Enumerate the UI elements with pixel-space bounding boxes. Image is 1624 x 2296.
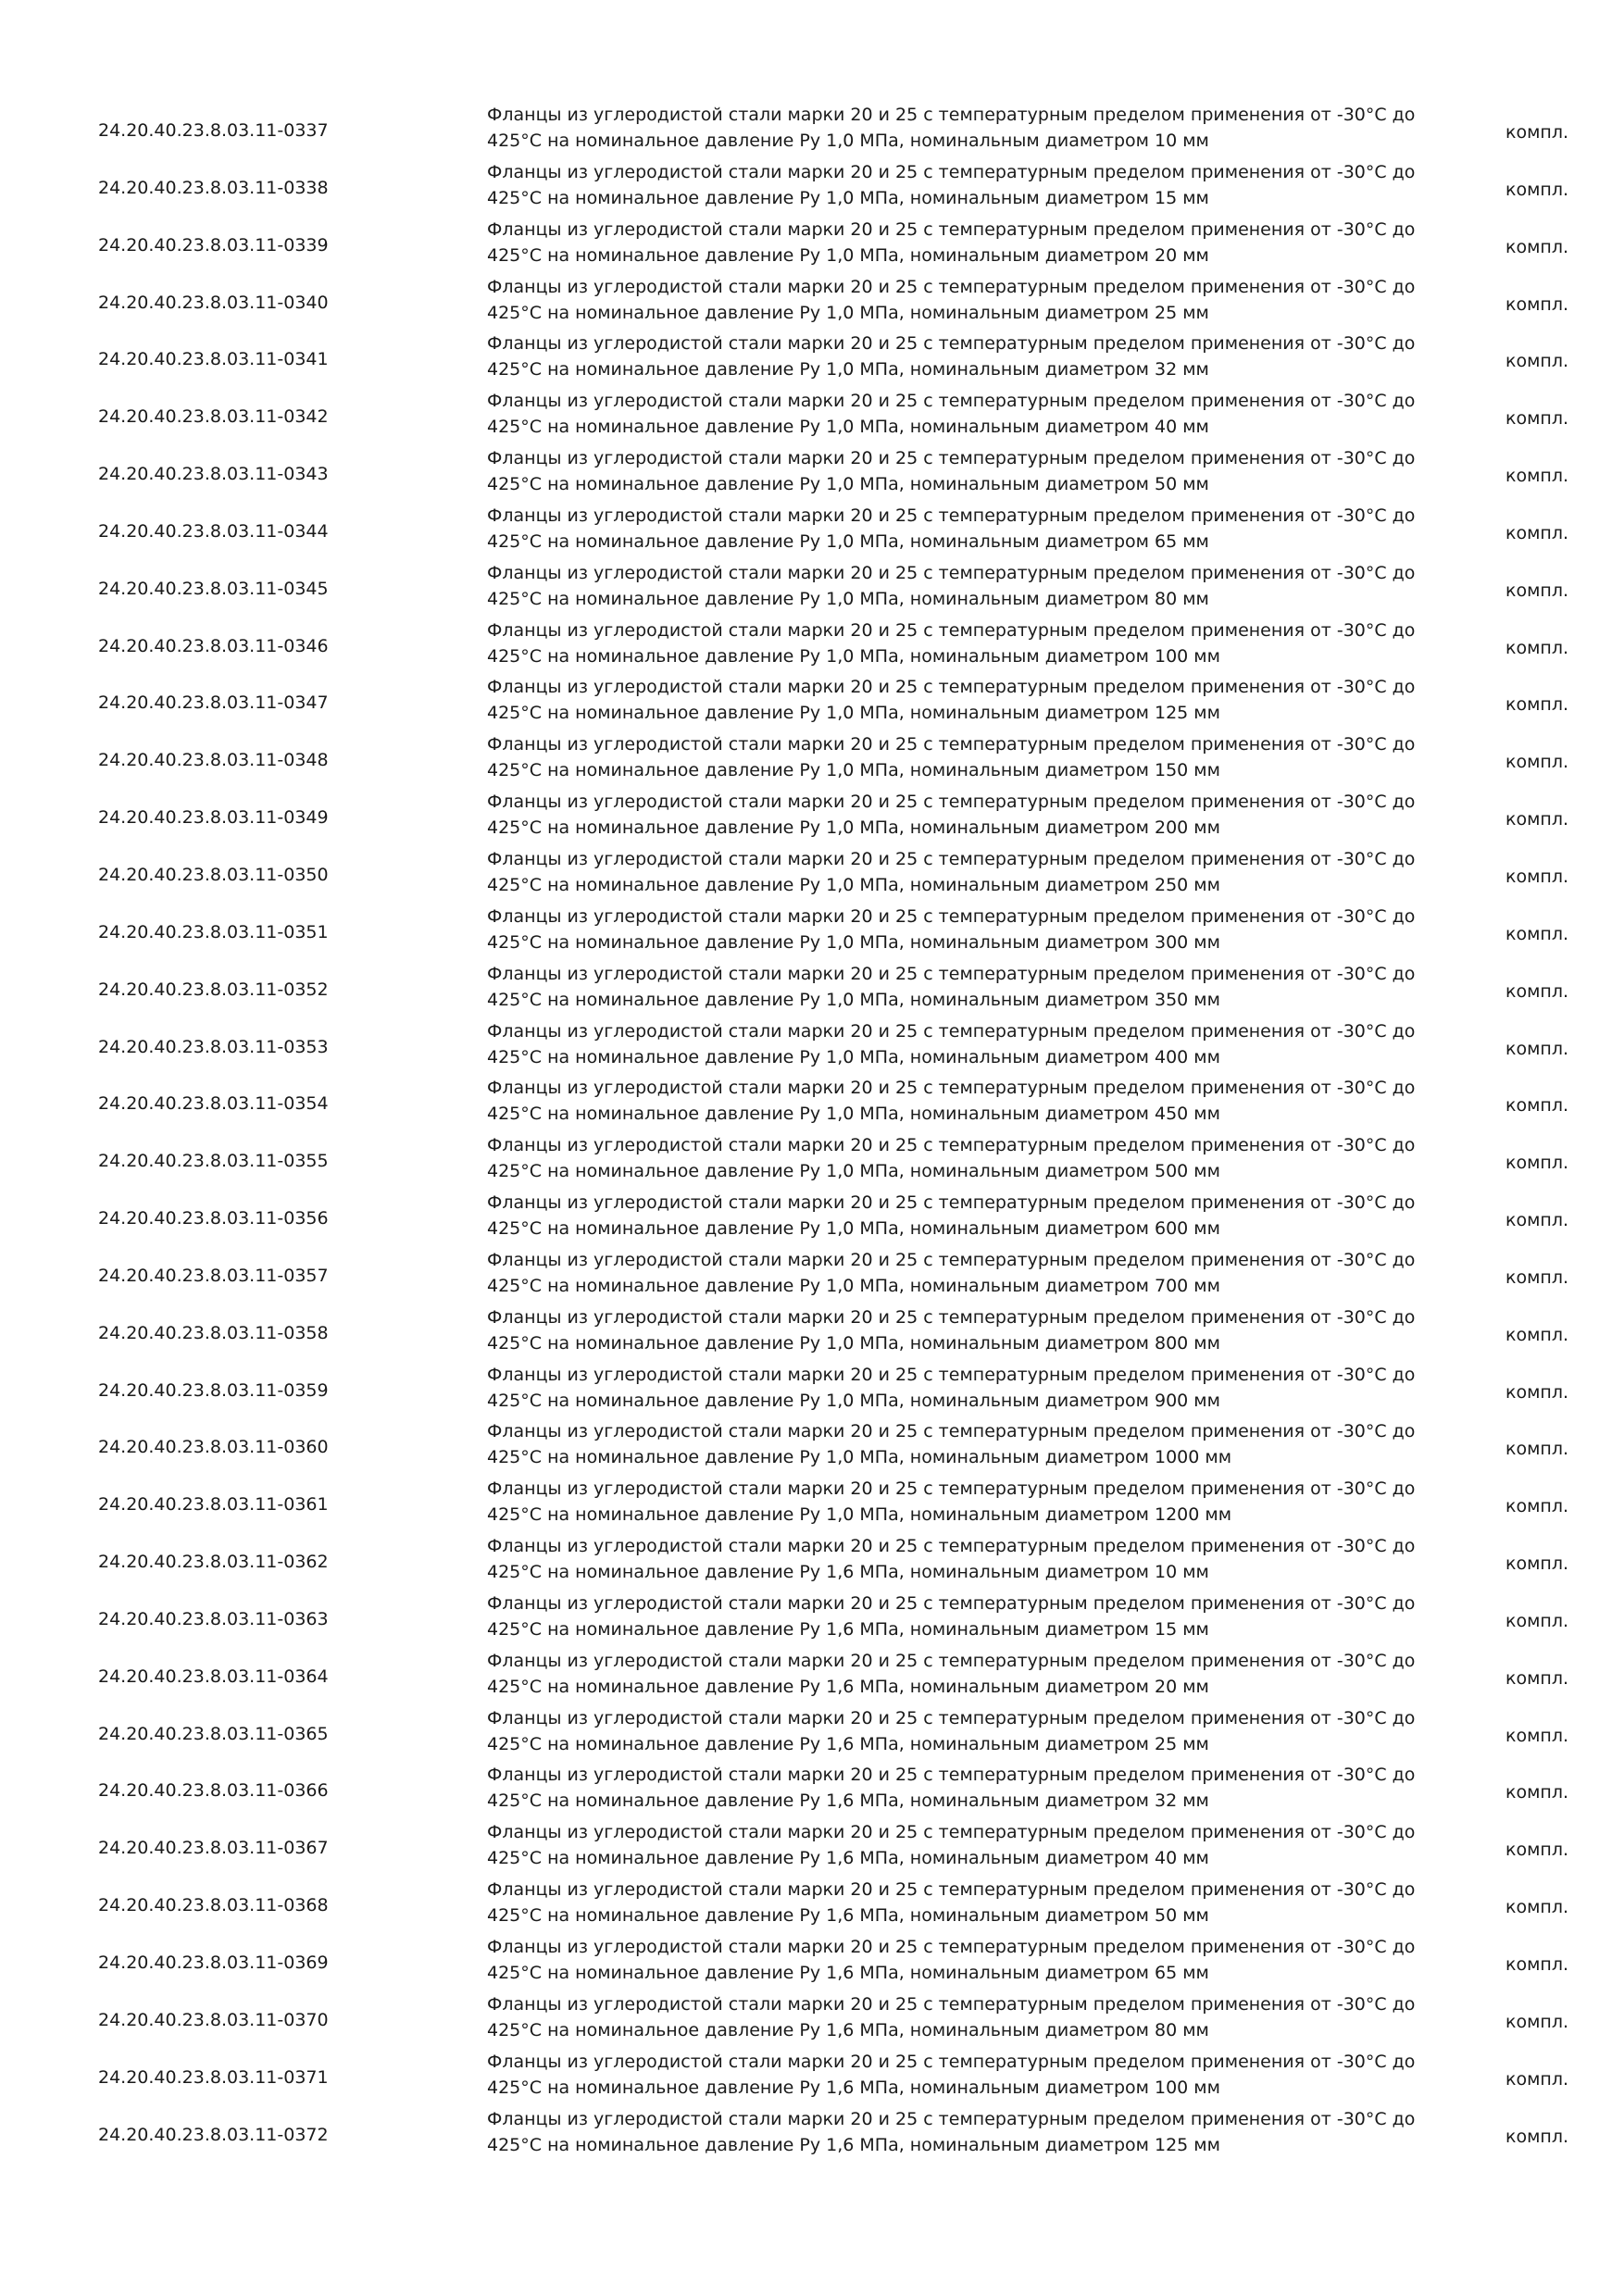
resource-code: 24.20.40.23.8.03.11-0344 [98,520,329,542]
table-row [0,957,1624,1015]
resource-code: 24.20.40.23.8.03.11-0360 [98,1437,329,1458]
resource-description [487,731,1416,783]
unit-of-measure: компл. [1505,2068,1569,2090]
unit-of-measure: компл. [1505,1324,1569,1345]
description-line-2: 425°С на номинальное давление Ру 1,0 МПа, номинальным диаметром 900 мм [487,1390,1220,1411]
description-line-1: Фланцы из углеродистой стали марки 20 и 25 с температурным пределом применения от -30°С до [487,333,1416,355]
table-row [0,1702,1624,1759]
description-line-1: Фланцы из углеродистой стали марки 20 и 25 с температурным пределом применения от -30°С до [487,1536,1416,1557]
resource-code: 24.20.40.23.8.03.11-0354 [98,1093,329,1115]
resource-code: 24.20.40.23.8.03.11-0368 [98,1895,329,1916]
table-row [0,1243,1624,1301]
description-line-1: Фланцы из углеродистой стали марки 20 и 25 с температурным пределом применения от -30°С до [487,2108,1416,2129]
resource-code: 24.20.40.23.8.03.11-0364 [98,1666,329,1687]
unit-of-measure: компл. [1505,1897,1569,1918]
resource-description [487,961,1416,1013]
unit-of-measure: компл. [1505,980,1569,1002]
resource-code: 24.20.40.23.8.03.11-0367 [98,1838,329,1859]
table-row [0,2103,1624,2160]
resource-description [487,159,1416,211]
resource-description [487,1018,1416,1070]
unit-of-measure: компл. [1505,923,1569,944]
resource-code: 24.20.40.23.8.03.11-0343 [98,464,329,485]
unit-of-measure: компл. [1505,466,1569,487]
resource-code: 24.20.40.23.8.03.11-0358 [98,1322,329,1343]
description-line-2: 425°С на номинальное давление Ру 1,0 МПа, номинальным диаметром 10 мм [487,131,1209,151]
description-line-1: Фланцы из углеродистой стали марки 20 и 25 с температурным пределом применения от -30°С до [487,105,1416,125]
table-row [0,670,1624,728]
description-line-1: Фланцы из углеродистой стали марки 20 и 25 с температурным пределом применения от -30°С до [487,677,1416,698]
description-line-2: 425°С на номинальное давление Ру 1,6 МПа, номинальным диаметром 65 мм [487,1963,1209,1983]
resource-code: 24.20.40.23.8.03.11-0355 [98,1151,329,1172]
description-line-2: 425°С на номинальное давление Ру 1,0 МПа, номинальным диаметром 20 мм [487,244,1209,266]
resource-description [487,388,1416,440]
resource-code: 24.20.40.23.8.03.11-0371 [98,2066,329,2088]
table-row [0,614,1624,671]
description-line-1: Фланцы из углеродистой стали марки 20 и 25 с температурным пределом применения от -30°С до [487,1650,1416,1671]
unit-of-measure: компл. [1505,2011,1569,2032]
table-row [0,98,1624,156]
resource-description [487,1934,1416,1986]
description-line-2: 425°С на номинальное давление Ру 1,0 МПа, номинальным диаметром 350 мм [487,989,1220,1010]
description-line-1: Фланцы из углеродистой стали марки 20 и 25 с температурным пределом применения от -30°С до [487,276,1416,297]
unit-of-measure: компл. [1505,1210,1569,1231]
resource-description [487,789,1416,841]
unit-of-measure: компл. [1505,522,1569,543]
table-row [0,1988,1624,2045]
resource-code: 24.20.40.23.8.03.11-0349 [98,807,329,829]
description-line-1: Фланцы из углеродистой стали марки 20 и 25 с температурным пределом применения от -30°С до [487,391,1416,412]
description-line-2: 425°С на номинальное давление Ру 1,6 МПа, номинальным диаметром 25 мм [487,1733,1209,1754]
unit-of-measure: компл. [1505,2126,1569,2147]
resource-code: 24.20.40.23.8.03.11-0338 [98,177,329,198]
table-row [0,785,1624,842]
unit-of-measure: компл. [1505,809,1569,830]
resource-code: 24.20.40.23.8.03.11-0346 [98,635,329,656]
unit-of-measure: компл. [1505,1095,1569,1117]
resource-code: 24.20.40.23.8.03.11-0345 [98,578,329,599]
description-line-1: Фланцы из углеродистой стали марки 20 и 25 с температурным пределом применения от -30°С до [487,1078,1416,1099]
resource-description [487,674,1416,726]
resource-description [487,1648,1416,1700]
description-line-1: Фланцы из углеродистой стали марки 20 и 25 с температурным пределом применения от -30°С до [487,963,1416,984]
table-row [0,1529,1624,1587]
description-line-2: 425°С на номинальное давление Ру 1,6 МПа, номинальным диаметром 80 мм [487,2019,1209,2040]
table-row [0,900,1624,957]
resource-description [487,1476,1416,1528]
table-row [0,1186,1624,1243]
resource-code: 24.20.40.23.8.03.11-0348 [98,750,329,771]
resource-description [487,217,1416,268]
description-line-2: 425°С на номинальное давление Ру 1,0 МПа, номинальным диаметром 700 мм [487,1275,1220,1296]
description-line-2: 425°С на номинальное давление Ру 1,0 МПа, номинальным диаметром 300 мм [487,931,1220,953]
table-row [0,1071,1624,1129]
resource-description [487,904,1416,955]
description-line-1: Фланцы из углеродистой стали марки 20 и 25 с температурным пределом применения от -30°С до [487,1592,1416,1614]
resource-description [487,1819,1416,1871]
table-row [0,384,1624,442]
resource-description [487,1247,1416,1299]
resource-table [0,98,1624,2159]
resource-code: 24.20.40.23.8.03.11-0339 [98,234,329,256]
unit-of-measure: компл. [1505,1153,1569,1174]
description-line-1: Фланцы из углеродистой стали марки 20 и 25 с температурным пределом применения от -30°С до [487,1765,1416,1786]
description-line-1: Фланцы из углеродистой стали марки 20 и 25 с температурным пределом применения от -30°С до [487,792,1416,813]
unit-of-measure: компл. [1505,408,1569,430]
resource-code: 24.20.40.23.8.03.11-0372 [98,2124,329,2145]
resource-description [487,1705,1416,1757]
resource-description [487,1591,1416,1642]
description-line-1: Фланцы из углеродистой стали марки 20 и 25 с температурным пределом применения от -30°С до [487,448,1416,469]
unit-of-measure: компл. [1505,1840,1569,1861]
description-line-2: 425°С на номинальное давление Ру 1,0 МПа, номинальным диаметром 80 мм [487,588,1209,609]
description-line-1: Фланцы из углеродистой стали марки 20 и 25 с температурным пределом применения от -30°С до [487,2051,1416,2072]
description-line-2: 425°С на номинальное давление Ру 1,0 МПа, номинальным диаметром 100 мм [487,645,1220,667]
resource-code: 24.20.40.23.8.03.11-0357 [98,1265,329,1286]
resource-code: 24.20.40.23.8.03.11-0350 [98,864,329,885]
unit-of-measure: компл. [1505,1667,1569,1689]
description-line-1: Фланцы из углеродистой стали марки 20 и 25 с температурным пределом применения от -30°С до [487,905,1416,927]
unit-of-measure: компл. [1505,1554,1569,1575]
description-line-1: Фланцы из углеродистой стали марки 20 и 25 с температурным пределом применения от -30°С до [487,562,1416,583]
resource-description [487,1418,1416,1470]
resource-code: 24.20.40.23.8.03.11-0340 [98,292,329,313]
table-row [0,1472,1624,1529]
resource-description [487,560,1416,612]
unit-of-measure: компл. [1505,1610,1569,1631]
resource-code: 24.20.40.23.8.03.11-0361 [98,1494,329,1516]
table-row [0,1129,1624,1186]
resource-code: 24.20.40.23.8.03.11-0356 [98,1208,329,1229]
unit-of-measure: компл. [1505,637,1569,658]
resource-description [487,1877,1416,1928]
description-line-1: Фланцы из углеродистой стали марки 20 и 25 с температурным пределом применения от -30°С до [487,1364,1416,1385]
description-line-1: Фланцы из углеродистой стали марки 20 и 25 с температурным пределом применения от -30°С до [487,619,1416,641]
table-row [0,2045,1624,2103]
table-row [0,1301,1624,1358]
table-row [0,1930,1624,1988]
unit-of-measure: компл. [1505,293,1569,315]
resource-code: 24.20.40.23.8.03.11-0337 [98,120,329,141]
table-row [0,327,1624,384]
description-line-1: Фланцы из углеродистой стали марки 20 и 25 с температурным пределом применения от -30°С до [487,161,1416,182]
resource-code: 24.20.40.23.8.03.11-0341 [98,349,329,370]
resource-description [487,1991,1416,2043]
table-row [0,1587,1624,1644]
description-line-2: 425°С на номинальное давление Ру 1,6 МПа, номинальным диаметром 100 мм [487,2077,1220,2098]
unit-of-measure: компл. [1505,122,1569,143]
resource-description [487,445,1416,497]
table-row [0,442,1624,499]
resource-description [487,2049,1416,2101]
unit-of-measure: компл. [1505,752,1569,773]
unit-of-measure: компл. [1505,1725,1569,1746]
description-line-2: 425°С на номинальное давление Ру 1,0 МПа, номинальным диаметром 500 мм [487,1161,1220,1182]
unit-of-measure: компл. [1505,1782,1569,1803]
description-line-2: 425°С на номинальное давление Ру 1,0 МПа, номинальным диаметром 250 мм [487,874,1220,895]
description-line-2: 425°С на номинальное давление Ру 1,6 МПа, номинальным диаметром 15 мм [487,1618,1209,1640]
table-row [0,270,1624,328]
table-row [0,1644,1624,1702]
table-row [0,1816,1624,1873]
unit-of-measure: компл. [1505,236,1569,257]
description-line-1: Фланцы из углеродистой стали марки 20 и 25 с температурным пределом применения от -30°С до [487,1306,1416,1328]
resource-code: 24.20.40.23.8.03.11-0363 [98,1608,329,1629]
description-line-2: 425°С на номинальное давление Ру 1,0 МПа, номинальным диаметром 1200 мм [487,1504,1232,1526]
unit-of-measure: компл. [1505,1954,1569,1975]
resource-description [487,1132,1416,1184]
description-line-2: 425°С на номинальное давление Ру 1,6 МПа, номинальным диаметром 50 мм [487,1905,1209,1927]
description-line-2: 425°С на номинальное давление Ру 1,0 МПа, номинальным диаметром 32 мм [487,359,1209,381]
description-line-1: Фланцы из углеродистой стали марки 20 и 25 с температурным пределом применения от -30°С до [487,1993,1416,2015]
resource-description [487,331,1416,382]
table-row [0,1873,1624,1930]
table-row [0,842,1624,900]
resource-code: 24.20.40.23.8.03.11-0342 [98,406,329,428]
description-line-2: 425°С на номинальное давление Ру 1,0 МПа, номинальным диаметром 150 мм [487,760,1220,781]
description-line-1: Фланцы из углеродистой стали марки 20 и 25 с температурным пределом применения от -30°С до [487,1249,1416,1270]
resource-code: 24.20.40.23.8.03.11-0359 [98,1379,329,1401]
resource-code: 24.20.40.23.8.03.11-0365 [98,1723,329,1744]
description-line-1: Фланцы из углеродистой стали марки 20 и 25 с температурным пределом применения от -30°С до [487,848,1416,869]
description-line-1: Фланцы из углеродистой стали марки 20 и 25 с температурным пределом применения от -30°С до [487,1707,1416,1728]
table-row [0,556,1624,614]
unit-of-measure: компл. [1505,1439,1569,1460]
unit-of-measure: компл. [1505,179,1569,200]
resource-description [487,618,1416,669]
description-line-2: 425°С на номинальное давление Ру 1,0 МПа, номинальным диаметром 50 мм [487,474,1209,495]
table-row [0,1358,1624,1416]
resource-description [487,1190,1416,1242]
unit-of-measure: компл. [1505,1267,1569,1288]
resource-description [487,2106,1416,2158]
resource-code: 24.20.40.23.8.03.11-0347 [98,693,329,714]
unit-of-measure: компл. [1505,351,1569,372]
description-line-2: 425°С на номинальное давление Ру 1,0 МПа, номинальным диаметром 450 мм [487,1104,1220,1125]
description-line-2: 425°С на номинальное давление Ру 1,6 МПа, номинальным диаметром 20 мм [487,1676,1209,1697]
resource-code: 24.20.40.23.8.03.11-0353 [98,1036,329,1057]
unit-of-measure: компл. [1505,866,1569,887]
table-row [0,728,1624,785]
table-row [0,213,1624,270]
description-line-1: Фланцы из углеродистой стали марки 20 и 25 с температурным пределом применения от -30°С до [487,1479,1416,1500]
unit-of-measure: компл. [1505,1038,1569,1059]
description-line-1: Фланцы из углеродистой стали марки 20 и 25 с температурным пределом применения от -30°С до [487,1421,1416,1442]
description-line-2: 425°С на номинальное давление Ру 1,6 МПа, номинальным диаметром 10 мм [487,1562,1209,1583]
table-row [0,1758,1624,1816]
resource-code: 24.20.40.23.8.03.11-0366 [98,1780,329,1802]
unit-of-measure: компл. [1505,1496,1569,1517]
table-row [0,156,1624,213]
description-line-2: 425°С на номинальное давление Ру 1,6 МПа, номинальным диаметром 125 мм [487,2134,1220,2155]
resource-description [487,102,1416,154]
description-line-2: 425°С на номинальное давление Ру 1,0 МПа, номинальным диаметром 1000 мм [487,1447,1232,1468]
description-line-2: 425°С на номинальное давление Ру 1,0 МПа, номинальным диаметром 200 мм [487,817,1220,839]
resource-description [487,1533,1416,1585]
resource-code: 24.20.40.23.8.03.11-0362 [98,1552,329,1573]
resource-description [487,274,1416,326]
description-line-1: Фланцы из углеродистой стали марки 20 и 25 с температурным пределом применения от -30°С до [487,734,1416,755]
unit-of-measure: компл. [1505,580,1569,601]
description-line-1: Фланцы из углеродистой стали марки 20 и 25 с температурным пределом применения от -30°С до [487,1937,1416,1957]
resource-code: 24.20.40.23.8.03.11-0370 [98,2009,329,2030]
description-line-1: Фланцы из углеродистой стали марки 20 и 25 с температурным пределом применения от -30°С до [487,1879,1416,1901]
resource-code: 24.20.40.23.8.03.11-0352 [98,979,329,1000]
unit-of-measure: компл. [1505,694,1569,716]
table-row [0,1015,1624,1072]
resource-description [487,503,1416,555]
description-line-2: 425°С на номинальное давление Ру 1,0 МПа, номинальным диаметром 40 мм [487,417,1209,438]
description-line-1: Фланцы из углеродистой стали марки 20 и 25 с температурным пределом применения от -30°С до [487,218,1416,240]
description-line-2: 425°С на номинальное давление Ру 1,0 МПа, номинальным диаметром 25 мм [487,302,1209,323]
description-line-2: 425°С на номинальное давление Ру 1,6 МПа, номинальным диаметром 32 мм [487,1791,1209,1812]
description-line-2: 425°С на номинальное давление Ру 1,0 МПа, номинальным диаметром 125 мм [487,703,1220,724]
resource-description [487,1075,1416,1127]
description-line-1: Фланцы из углеродистой стали марки 20 и 25 с температурным пределом применения от -30°С до [487,1020,1416,1042]
resource-code: 24.20.40.23.8.03.11-0369 [98,1953,329,1973]
description-line-1: Фланцы из углеродистой стали марки 20 и 25 с температурным пределом применения от -30°С до [487,505,1416,526]
description-line-1: Фланцы из углеродистой стали марки 20 и 25 с температурным пределом применения от -30°С до [487,1192,1416,1214]
description-line-2: 425°С на номинальное давление Ру 1,6 МПа, номинальным диаметром 40 мм [487,1848,1209,1869]
description-line-2: 425°С на номинальное давление Ру 1,0 МПа, номинальным диаметром 800 мм [487,1332,1220,1354]
resource-code: 24.20.40.23.8.03.11-0351 [98,921,329,942]
table-row [0,1415,1624,1472]
description-line-2: 425°С на номинальное давление Ру 1,0 МПа, номинальным диаметром 15 мм [487,187,1209,208]
description-line-1: Фланцы из углеродистой стали марки 20 и 25 с температурным пределом применения от -30°С до [487,1822,1416,1843]
description-line-2: 425°С на номинальное давление Ру 1,0 МПа, номинальным диаметром 400 мм [487,1046,1220,1067]
description-line-1: Фланцы из углеродистой стали марки 20 и 25 с температурным пределом применения от -30°С до [487,1135,1416,1156]
resource-description [487,1362,1416,1414]
description-line-2: 425°С на номинальное давление Ру 1,0 МПа, номинальным диаметром 600 мм [487,1218,1220,1240]
description-line-2: 425°С на номинальное давление Ру 1,0 МПа, номинальным диаметром 65 мм [487,530,1209,552]
resource-description [487,846,1416,898]
resource-description [487,1304,1416,1356]
unit-of-measure: компл. [1505,1381,1569,1403]
table-row [0,499,1624,556]
resource-description [487,1762,1416,1814]
